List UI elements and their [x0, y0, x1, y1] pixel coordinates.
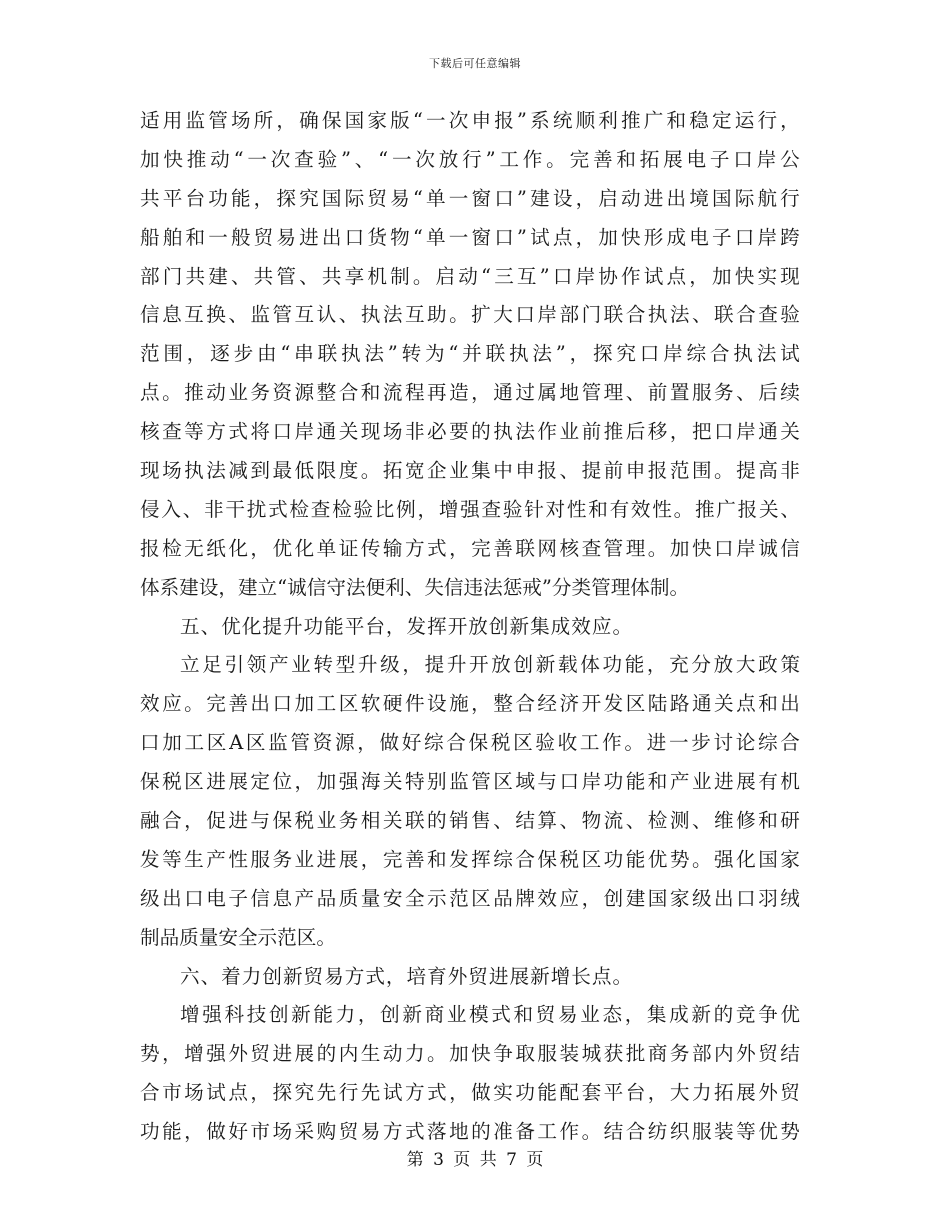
- text-line: 增 强 科 技 创 新 能 力 ， 创 新 商 业 模 式 和 贸 易 业 态 ， 集 成 新 的 竞 争 优: [180, 1003, 800, 1027]
- text-line: 船 舶 和 一 般 贸 易 进 出 口 货 物 “ 单 一 窗 口 ” 试 点 ， 加 快 形 成 电 子 口 岸 跨: [140, 225, 800, 249]
- text-line: 制品质量安全示范区。: [140, 925, 336, 949]
- text-line: 势 ， 增 强 外 贸 进 展 的 内 生 动 力 。 加 快 争 取 服 装 城 获 批 商 务 部 内 外 贸 结: [140, 1042, 800, 1066]
- text-line: 合 市 场 试 点 ， 探 究 先 行 先 试 方 式 ， 做 实 功 能 配 套 平 台 ， 大 力 拓 展 外 贸: [140, 1081, 800, 1105]
- text-line: 融 合 ， 促 进 与 保 税 业 务 相 关 联 的 销 售 、 结 算 、 物 流 、 检 测 、 维 修 和 研: [140, 809, 800, 833]
- section-heading: 五、优化提升功能平台，发挥开放创新集成效应。: [180, 614, 634, 638]
- text-line: 共 平 台 功 能 ， 探 究 国 际 贸 易 “ 单 一 窗 口 ” 建 设 ， 启 动 进 出 境 国 际 航 行: [140, 186, 800, 210]
- text-line: 范 围 ， 逐 步 由 “ 串 联 执 法 ” 转 为 “ 并 联 执 法 ” ， 探 究 口 岸 综 合 执 法 试: [140, 342, 800, 366]
- text-line: 部 门 共 建 、 共 管 、 共 享 机 制 。 启 动 “ 三 互 ” 口 岸 协 作 试 点 ， 加 快 实 现: [140, 264, 800, 288]
- text-line: 信 息 互 换 、 监 管 互 认 、 执 法 互 助 。 扩 大 口 岸 部 门 联 合 执 法 、 联 合 查 验: [140, 303, 800, 327]
- text-line: 口 加 工 区 A 区 监 管 资 源 ， 做 好 综 合 保 税 区 验 收 工 作 。 进 一 步 讨 论 综 合: [140, 731, 800, 755]
- text-line: 加 快 推 动 “ 一 次 查 验 ” 、 “ 一 次 放 行 ” 工 作 。 完 善 和 拓 展 电 子 口 岸 公: [140, 147, 800, 171]
- text-line: 效 应 。 完 善 出 口 加 工 区 软 硬 件 设 施 ， 整 合 经 济 开 发 区 陆 路 通 关 点 和 出: [140, 692, 800, 716]
- text-line: 立 足 引 领 产 业 转 型 升 级 ， 提 升 开 放 创 新 载 体 功 能 ， 充 分 放 大 政 策: [180, 653, 800, 677]
- text-line: 级 出 口 电 子 信 息 产 品 质 量 安 全 示 范 区 品 牌 效 应 ， 创 建 国 家 级 出 口 羽 绒: [140, 886, 800, 910]
- text-line: 侵 入 、 非 干 扰 式 检 查 检 验 比 例 ， 增 强 查 验 针 对 性 和 有 效 性 。 推 广 报 关 、: [140, 497, 800, 521]
- text-line: 适 用 监 管 场 所 ， 确 保 国 家 版 “ 一 次 申 报 ” 系 统 顺 利 推 广 和 稳 定 运 行 ，: [140, 109, 800, 132]
- text-line: 报 检 无 纸 化 ， 优 化 单 证 传 输 方 式 ， 完 善 联 网 核 查 管 理 。 加 快 口 岸 诚 信: [140, 536, 800, 560]
- text-line: 体系建设，建立“诚信守法便利、失信违法惩戒”分类管理体制。: [140, 575, 690, 599]
- text-line: 发 等 生 产 性 服 务 业 进 展 ， 完 善 和 发 挥 综 合 保 税 区 功 能 优 势 。 强 化 国 家: [140, 847, 800, 871]
- text-line: 核 查 等 方 式 将 口 岸 通 关 现 场 非 必 要 的 执 法 作 业 前 推 后 移 ， 把 口 岸 通 关: [140, 420, 800, 444]
- text-line: 现 场 执 法 减 到 最 低 限 度 。 拓 宽 企 业 集 中 申 报 、 提 前 申 报 范 围 。 提 高 非: [140, 459, 800, 483]
- page-header-note: 下载后可任意编辑: [429, 57, 521, 70]
- document-body: [140, 102, 800, 1152]
- section-heading: 六、着力创新贸易方式，培育外贸进展新增长点。: [180, 964, 634, 988]
- text-line: 保 税 区 进 展 定 位 ， 加 强 海 关 特 别 监 管 区 域 与 口 岸 功 能 和 产 业 进 展 有 机: [140, 770, 800, 794]
- text-line: 功 能 ， 做 好 市 场 采 购 贸 易 方 式 落 地 的 准 备 工 作 。 结 合 纺 织 服 装 等 优 势: [140, 1120, 800, 1144]
- text-line: 点 。 推 动 业 务 资 源 整 合 和 流 程 再 造 ， 通 过 属 地 管 理 、 前 置 服 务 、 后 续: [140, 381, 800, 405]
- page-number-footer: 第 3 页 共 7 页: [406, 1150, 544, 1170]
